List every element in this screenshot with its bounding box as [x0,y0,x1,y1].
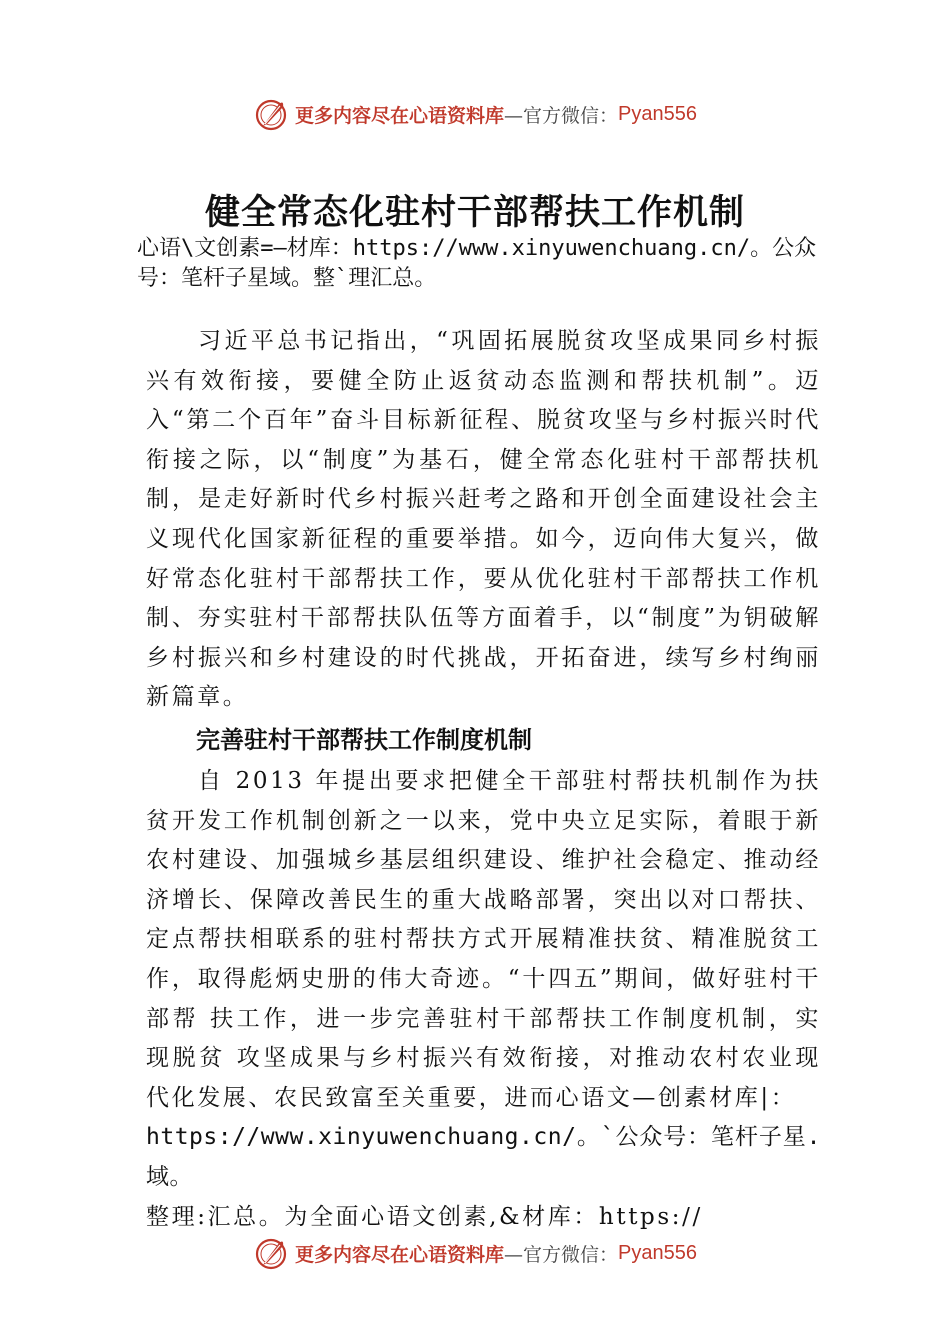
banner-text: 更多内容尽在心语资料库 [295,1243,505,1266]
banner-official-label: —官方微信： [504,1243,619,1266]
paragraph-2-url-line: https://www.xinyuwenchuang.cn/。`公众号：笔杆子星.域。 [146,1124,821,1190]
feather-pen-logo-icon [253,1235,289,1271]
banner-wechat-id: Pyan556 [618,102,697,125]
source-note: 心语\文创素=—材库：https://www.xinyuwenchuang.cn/。公众号：笔杆子星域。整`理汇总。 [137,236,817,291]
document-title: 健全常态化驻村干部帮扶工作机制 [204,192,745,233]
banner-wechat-id: Pyan556 [618,1241,697,1264]
header-banner [0,94,950,134]
section-heading: 完善驻村干部帮扶工作制度机制 [196,727,532,754]
paragraph-1: 习近平总书记指出，“巩固拓展脱贫攻坚成果同乡村振兴有效衔接，要健全防止返贫动态监测和帮扶机制”。迈入“第二个百年”奋斗目标新征程、脱贫攻坚与乡村振兴时代衔接之际，以“制度”为基石，健全常态化驻村干部帮扶机制，是走好新时代乡村振兴赶考之路和开创全面建设社会主义现代化国家新征程的重要举措。如今，迈向伟大复兴，做好常态化驻村干部帮扶工作，要从优化驻村干部帮扶工作机制、夯实驻村干部帮扶队伍等方面着手，以“制度”为钥破解乡村振兴和乡村建设的时代挑战，开拓奋进，续写乡村绚丽新篇章。 [146,328,821,711]
footer-banner [0,1233,950,1273]
banner-text: 更多内容尽在心语资料库 [295,104,505,127]
banner-official-label: —官方微信： [504,104,619,127]
feather-pen-logo-icon [253,96,289,132]
paragraph-2 [146,762,821,1237]
paragraph-2-main: 自 2013 年提出要求把健全干部驻村帮扶机制作为扶贫开发工作机制创新之一以来，党中央立足实际，着眼于新农村建设、加强城乡基层组织建设、维护社会稳定、推动经济增长、保障改善民生的重大战略部署，突出以对口帮扶、定点帮扶相联系的驻村帮扶方式开展精准扶贫、精准脱贫工作，取得彪炳史册的伟大奇迹。“十四五”期间，做好驻村干部帮 扶工作，进一步完善驻村干部帮扶工作制度机制，实现脱贫 攻坚成果与乡村振兴有效衔接，对推动农村农业现代化发展、农民致富至关重要，进而心语文—创素材库|： [146,768,821,1111]
paragraph-2-end: 整理:汇总。为全面心语文创素,&材库：https:// [146,1203,703,1230]
